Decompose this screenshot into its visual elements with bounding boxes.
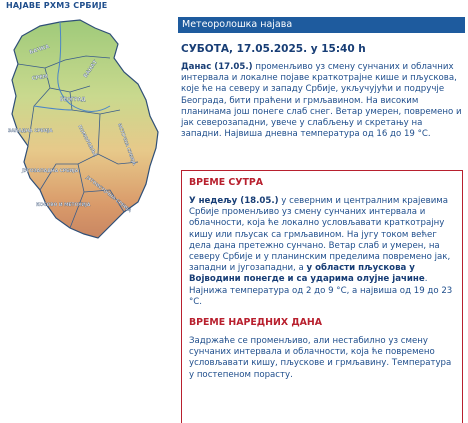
region-label-jugoistocna-srbija: ЈУГОИСТОЧНА СРБИЈА — [84, 175, 132, 214]
next-days-forecast: Задржаће се променљиво, али нестабилно уз смену сунчаних интервала и облачности, која ће повремено условљавати кишу, пљускове и грмљавину. Температура у постепеном порасту. — [189, 336, 452, 380]
forecast-panel — [178, 17, 465, 140]
tomorrow-storm-warning: у области пљускова у Војводини понегде и са ударима олујне јачине — [189, 263, 425, 285]
page-header-title: НАЈАВЕ РХМЗ СРБИЈЕ — [6, 1, 108, 10]
region-label-srem: СРЕМ — [31, 73, 49, 82]
serbia-regions-map[interactable] — [0, 14, 175, 244]
region-label-banat: БАНАТ — [82, 59, 100, 80]
tomorrow-text-2: . Најнижа температура од 2 до 9 °C, а највиша од 19 до 23 °C. — [189, 274, 453, 307]
forecast-title-bar: Метеоролошка најава — [178, 17, 465, 33]
next-days-heading: ВРЕМЕ НАРЕДНИХ ДАНА — [189, 317, 323, 329]
region-label-istocna-srbija: ИСТОЧНА СРБИЈА — [116, 122, 136, 167]
extended-forecast-box — [181, 170, 463, 423]
forecast-date: СУБОТА, 17.05.2025. у 15:40 h — [181, 43, 366, 55]
today-lead: Данас (17.05.) — [181, 62, 253, 72]
today-forecast — [181, 62, 462, 140]
region-label-pomoravlje: ПОМОРАВЉЕ — [76, 124, 98, 158]
region-label-zapadna-srbija: ЗАПАДНА СРБИЈА — [8, 129, 53, 134]
tomorrow-forecast — [189, 196, 454, 308]
today-text: променљиво уз смену сунчаних и облачних интервала и локалне појаве краткотрајне кише и пљускова, које ће на северу и западу Србије, укључујући и подручје Београда, бити праћени и грмљавином. На високим планинама још понеге слаб снег. Ветар умерен, повремено и јак северозападни, увече у слабљењу и скретању на западни. Највиша дневна температура од 16 до 19 °C. — [181, 62, 462, 140]
region-label-beograd: БЕОГРАД — [60, 98, 86, 103]
region-label-backa: БАЧКА — [28, 43, 51, 56]
tomorrow-heading: ВРЕМЕ СУТРА — [189, 177, 264, 188]
tomorrow-text-1: у северним и централним крајевима Србије променљиво уз смену сунчаних интервала и облачности, која ће локално условљавати краткотрајну кишу или пљусак са грмљавином. На југу током већег дела дана претежно сунчано. Ветар слаб и умерен, на северу Србије и у планинским пределима повремено јак, западни и југозападни, а — [189, 196, 451, 274]
region-label-jugozapadna-srbija: ЈУГОЗАПАДНА СРБИЈА — [22, 169, 79, 174]
region-label-kosovo: КОСОВО И МЕТОХИЈА — [36, 203, 91, 208]
tomorrow-lead: У недељу (18.05.) — [189, 196, 279, 206]
